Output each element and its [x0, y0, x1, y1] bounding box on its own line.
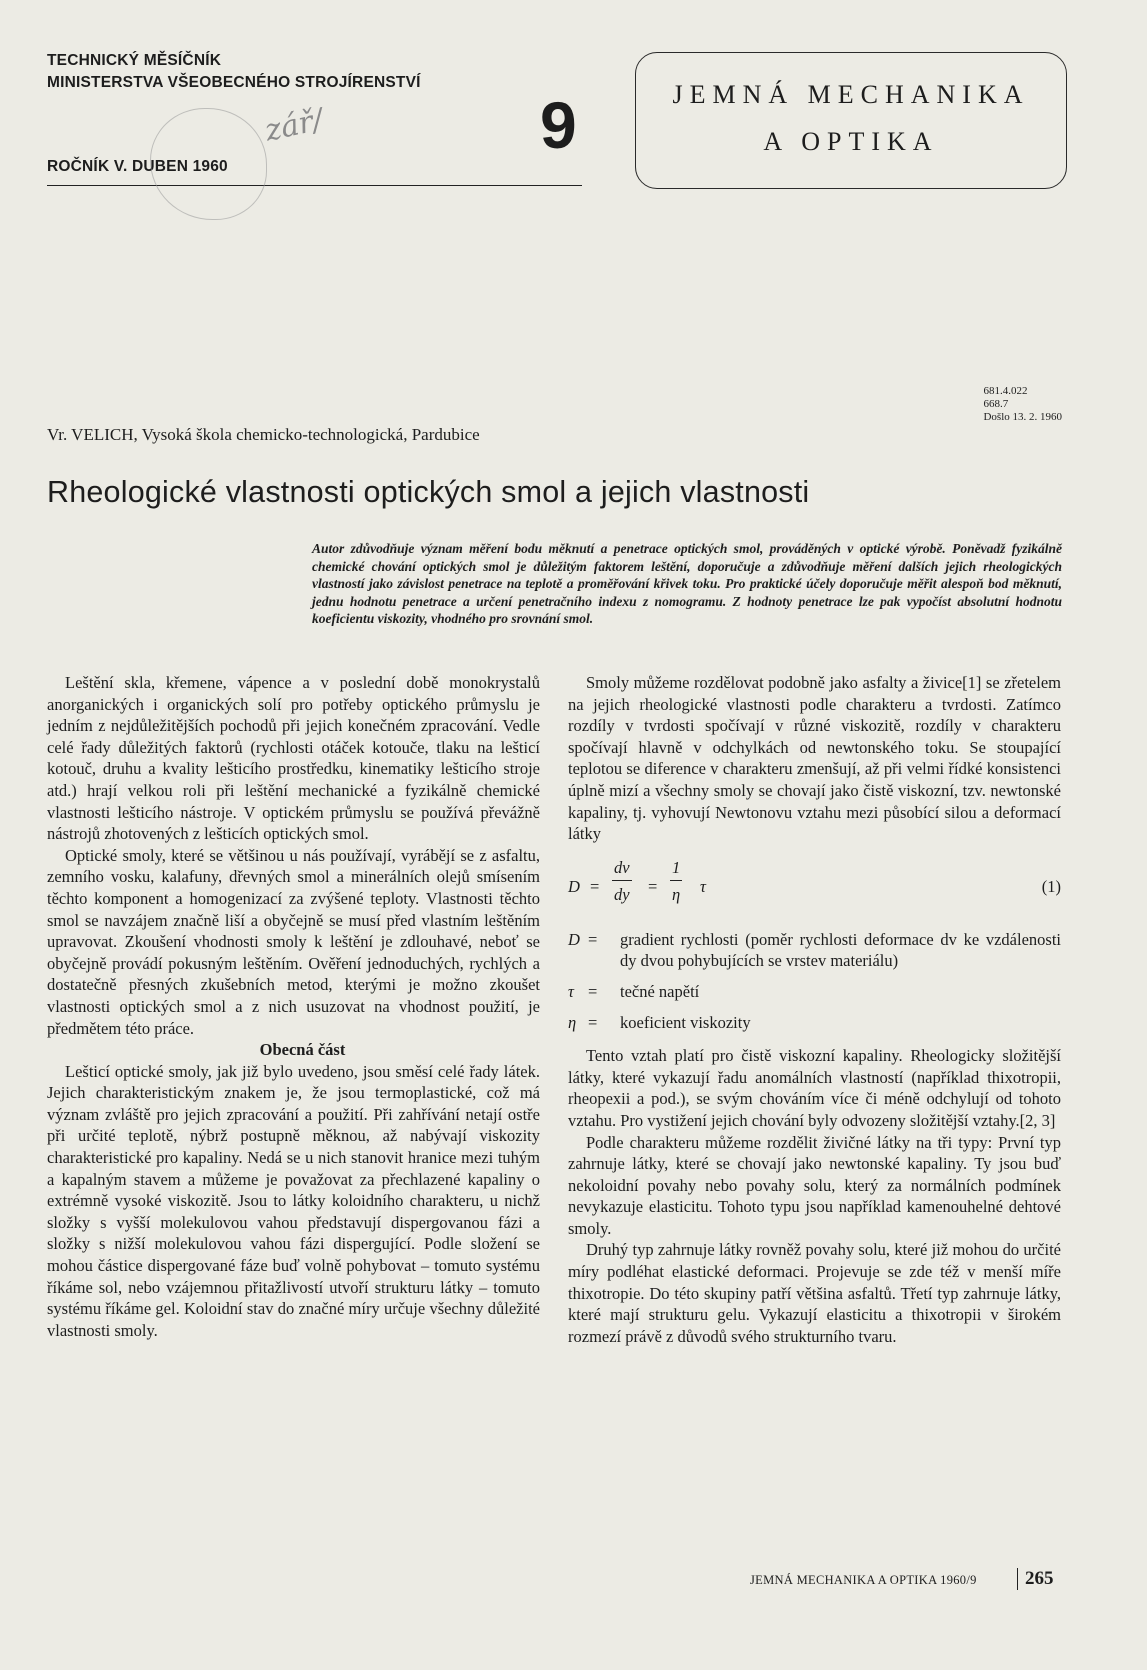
page-number: 265 [1025, 1568, 1054, 1589]
journal-title-frame [635, 52, 1067, 189]
definition-equals: = [588, 1012, 598, 1032]
fraction-numerator: 1 [670, 857, 682, 882]
paragraph: Druhý typ zahrnuje látky rovněž povahy solu, které již mohou do určité míry podléhat elastické deformaci. Projevuje se zde též v menší míře thixotropie. Do této skupiny patří většina asfaltů. Třetí typ zahrnuje látky, které mají strukturu gelu. Vykazují elasticitu a thixotropii v širokém rozmezí právě z důvodů svého strukturního tvaru. [568, 1240, 1061, 1346]
equation-number: (1) [1041, 876, 1061, 896]
udc-code-1: 681.4.022 [983, 385, 1028, 397]
paragraph: Smoly můžeme rozdělovat podobně jako asfalty a živice[1] se zřetelem na jejich rheologické vlastnosti podle charakteru a tvrdosti. Zatímco rozdíly v tvrdosti spočívají v různé viskozitě, rozdíly v charakteru spočívají hlavně v odchylkách od newtonského toku. Se stoupající teplotou se diference v charakteru zmenšují, až při velmi řídké konsistenci úplně mizí a všechny smoly se chovají jako čistě viskozní, tzv. newtonské kapaliny, tj. vyhovují Newtonovu vztahu mezi působící silou a deformací látky [568, 673, 1061, 844]
volume-date: ROČNÍK V. DUBEN 1960 [47, 158, 228, 175]
library-stamp [150, 108, 267, 220]
udc-code-2: 668.7 [983, 398, 1009, 410]
equation-rhs: τ [700, 876, 706, 896]
definition-text: gradient rychlosti (poměr rychlosti deformace dv ke vzdálenosti dy dvou pohybujících se vrstev materiálu) [620, 929, 1061, 971]
paragraph: Podle charakteru můžeme rozdělit živičné látky na tři typy: První typ zahrnuje látky, které se chovají jako newtonské kapaliny. Ty jsou buď nekoloidní povahy nebo povahy solu, který za normálních podmínek nevykazuje elasticitu. Tohoto typu jsou například kamenouhelné dehtové smoly. [568, 1132, 1061, 1238]
definition-symbol: τ [568, 981, 574, 1001]
equation-lhs: D [568, 876, 580, 896]
paragraph: Optické smoly, které se většinou u nás používají, vyrábějí se z asfaltu, zemního vosku, kalafuny, dřevných smol a minerálních olejů smísením těchto komponent a homogenizací za zvýšené teploty. Vlastnosti těchto smol se navzájem značně liší a obyčejně se musí před vlastním leštěním upravovat. Zkoušení vhodnosti smoly k leštění je zdlouhavé, neboť se obyčejně provádí pokusným leštěním. Ověření jednoduchých, rychlých a dostatečně přesných zkušebních metod, kterými je možno zkoušet vlastnosti optických smol a z nich usuzovat na vhodnost použití, je předmětem této práce. [47, 845, 540, 1038]
paragraph: Tento vztah platí pro čistě viskozní kapaliny. Rheologicky složitější látky, které vykazují řadu anomálních vlastností (například thixotropii, rheopexii a pod.), se svým chováním více či méně odchylují od tohoto vztahu. Pro vystižení jejich chování byly odvozeny složitější vztahy.[2, 3] [568, 1046, 1061, 1130]
running-footer: JEMNÁ MECHANIKA A OPTIKA 1960/9 [750, 1573, 977, 1587]
masthead-rule [47, 185, 582, 186]
journal-title-line-1: JEMNÁ MECHANIKA [672, 80, 1030, 109]
definition-symbol: η [568, 1012, 577, 1032]
equals-sign: = [648, 876, 658, 896]
article-author: Vr. VELICH, Vysoká škola chemicko-technologická, Pardubice [47, 425, 480, 444]
article-title: Rheologické vlastnosti optických smol a jejich vlastnosti [47, 475, 810, 509]
footer-divider [1017, 1568, 1018, 1590]
issue-number: 9 [540, 88, 577, 162]
handwritten-note: zář/ [261, 102, 327, 149]
journal-title-line-2: A OPTIKA [763, 127, 939, 156]
fraction-numerator: dv [612, 857, 632, 882]
definition-row [568, 981, 1061, 1003]
section-heading: Obecná část [259, 1040, 346, 1060]
definition-equals: = [588, 929, 598, 949]
definition-symbol: D [568, 929, 580, 949]
received-date: Došlo 13. 2. 1960 [983, 411, 1062, 423]
definition-row [568, 1012, 1061, 1034]
equals-sign: = [590, 876, 600, 896]
paragraph: Leštění skla, křemene, vápence a v poslední době monokrystalů anorganických i organických solí pro potřeby optického průmyslu je jedním z nejdůležitějších pochodů při jejich konečném zpracování. Vedle celé řady důležitých faktorů (rychlosti otáček kotouče, tlaku na lešticí kotouč, druhu a kvality lešticího prostředku, kinematiky lešticího stroje atd.) hrají velkou roli při leštění mechanické a fyzikálně chemické vlastnosti lešticího nástroje. V optickém průmyslu se používá převážně nástrojů zhotovených z lešticích optických smol. [47, 673, 540, 844]
symbol-definitions [568, 929, 1061, 1033]
publisher-line-2: MINISTERSTVA VŠEOBECNÉHO STROJÍRENSTVÍ [47, 74, 421, 91]
fraction-dv-dy [612, 857, 632, 906]
left-column [47, 672, 540, 1341]
fraction-denominator: dy [614, 885, 630, 905]
definition-text: koeficient viskozity [620, 1012, 751, 1032]
paragraph: Lešticí optické smoly, jak již bylo uvedeno, jsou směsí celé řady látek. Jejich charakteristickým znakem je, že jsou termoplastické, což má význam zvláště pro jejich zpracování a použití. Při zahřívání netají ostře při určité teplotě, nýbrž postupně měknou, až nabývají viskozity charakteristické pro kapaliny. Nedá se u nich stanovit hranice mezi tuhým a kapalným stavem a můžeme je považovat za přechlazené kapaliny o extrémně vysoké viskozitě. Jsou to látky koloidního charakteru, u nichž složky s vyšší molekulovou vahou představují dispergovanou fázi a složky s nižší molekulovou vahou fázi dispergující. Podle složení se mohou částice dispergované fáze buď volně pohybovat – tomuto systému říkáme sol, nebo vzájemnou přitažlivostí utvoří strukturu látky – tomuto systému říkáme gel. Koloidní stav do značné míry určuje všechny důležité vlastnosti smoly. [47, 1061, 540, 1340]
definition-row [568, 929, 1061, 972]
fraction-denominator: η [672, 885, 681, 905]
definition-text: tečné napětí [620, 981, 700, 1001]
right-column [568, 672, 1061, 1347]
equation-1 [568, 853, 1061, 923]
fraction-1-eta [670, 857, 682, 906]
classification-block [983, 385, 1062, 424]
article-abstract: Autor zdůvodňuje význam měření bodu měknutí a penetrace optických smol, prováděných v optické výrobě. Poněvadž fyzikálně chemické chování optických smol je důležitým faktorem leštění, doporučuje a zdůvodňuje měření dalších jejich rheologických vlastností jako závislost penetrace na teplotě a proměřování křivek toku. Pro praktické účely doporučuje měřit alespoň bod měknutí, jednu hodnotu penetrace a určení penetračního indexu z nomogramu. Z hodnoty penetrace lze pak vypočíst absolutní hodnotu koeficientu viskozity, vhodného pro srovnání smol. [312, 541, 1062, 626]
definition-equals: = [588, 981, 598, 1001]
publisher-line-1: TECHNICKÝ MĚSÍČNÍK [47, 52, 222, 69]
